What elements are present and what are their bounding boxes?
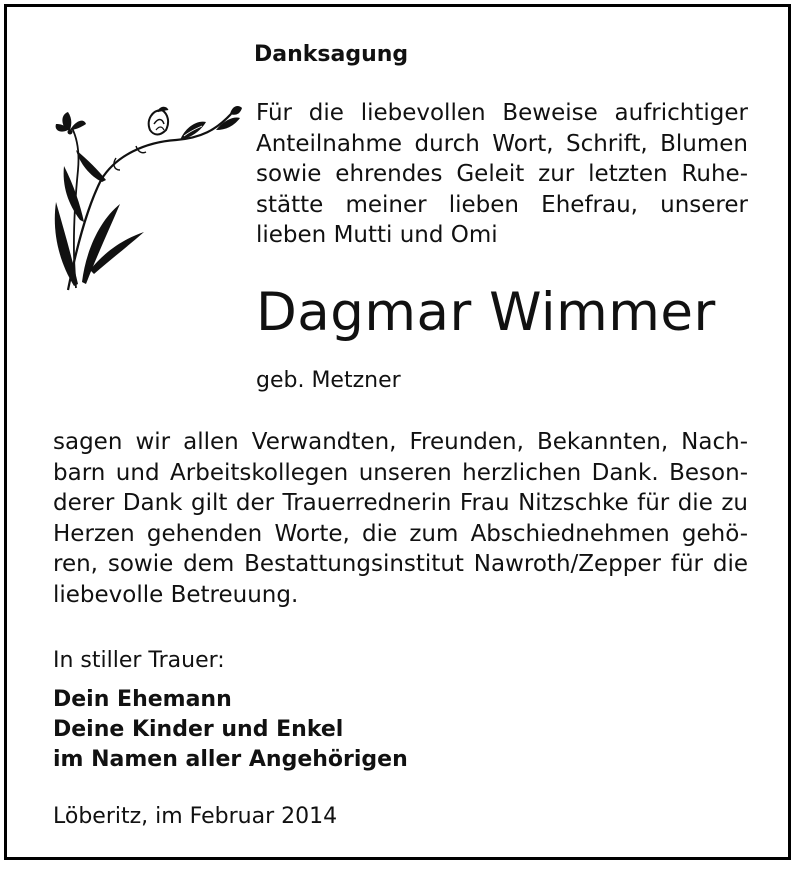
intro-line: Anteilnahme durch Wort, Schrift, Blumen bbox=[256, 130, 748, 157]
deceased-name: Dagmar Wimmer bbox=[256, 282, 716, 343]
flower-branch-icon bbox=[46, 100, 246, 300]
intro-line: stätte meiner lieben Ehefrau, unserer bbox=[256, 191, 748, 218]
thanks-line: liebevolle Betreuung. bbox=[53, 581, 299, 608]
thanks-line: sagen wir allen Verwandten, Freunden, Bekannten, Nach- bbox=[53, 429, 748, 455]
mourning-line: In stiller Trauer: bbox=[53, 648, 225, 673]
thanks-line: barn und Arbeitskollegen unseren herzlichen Dank. Beson- bbox=[53, 459, 748, 486]
intro-line: sowie ehrendes Geleit zur letzten Ruhe- bbox=[256, 161, 748, 188]
thanks-line: Herzen gehenden Worte, die zum Abschiednehmen gehö- bbox=[53, 520, 748, 547]
intro-line: Für die liebevollen Beweise aufrichtiger bbox=[256, 100, 748, 126]
thanks-line: ren, sowie dem Bestattungsinstitut Nawroth/Zepper für die bbox=[53, 551, 748, 578]
intro-paragraph bbox=[256, 98, 748, 251]
signer-line: Dein Ehemann bbox=[53, 687, 232, 712]
signers-block bbox=[53, 685, 408, 775]
notice-heading: Danksagung bbox=[254, 42, 409, 67]
intro-line: lieben Mutti und Omi bbox=[256, 222, 498, 249]
signer-line: im Namen aller Angehörigen bbox=[53, 747, 408, 772]
thanks-line: derer Dank gilt der Trauerrednerin Frau Nitzschke für die zu bbox=[53, 490, 748, 517]
signer-line: Deine Kinder und Enkel bbox=[53, 717, 344, 742]
thanks-paragraph bbox=[53, 427, 748, 611]
place-date: Löberitz, im Februar 2014 bbox=[53, 804, 338, 829]
maiden-name: geb. Metzner bbox=[256, 368, 401, 393]
